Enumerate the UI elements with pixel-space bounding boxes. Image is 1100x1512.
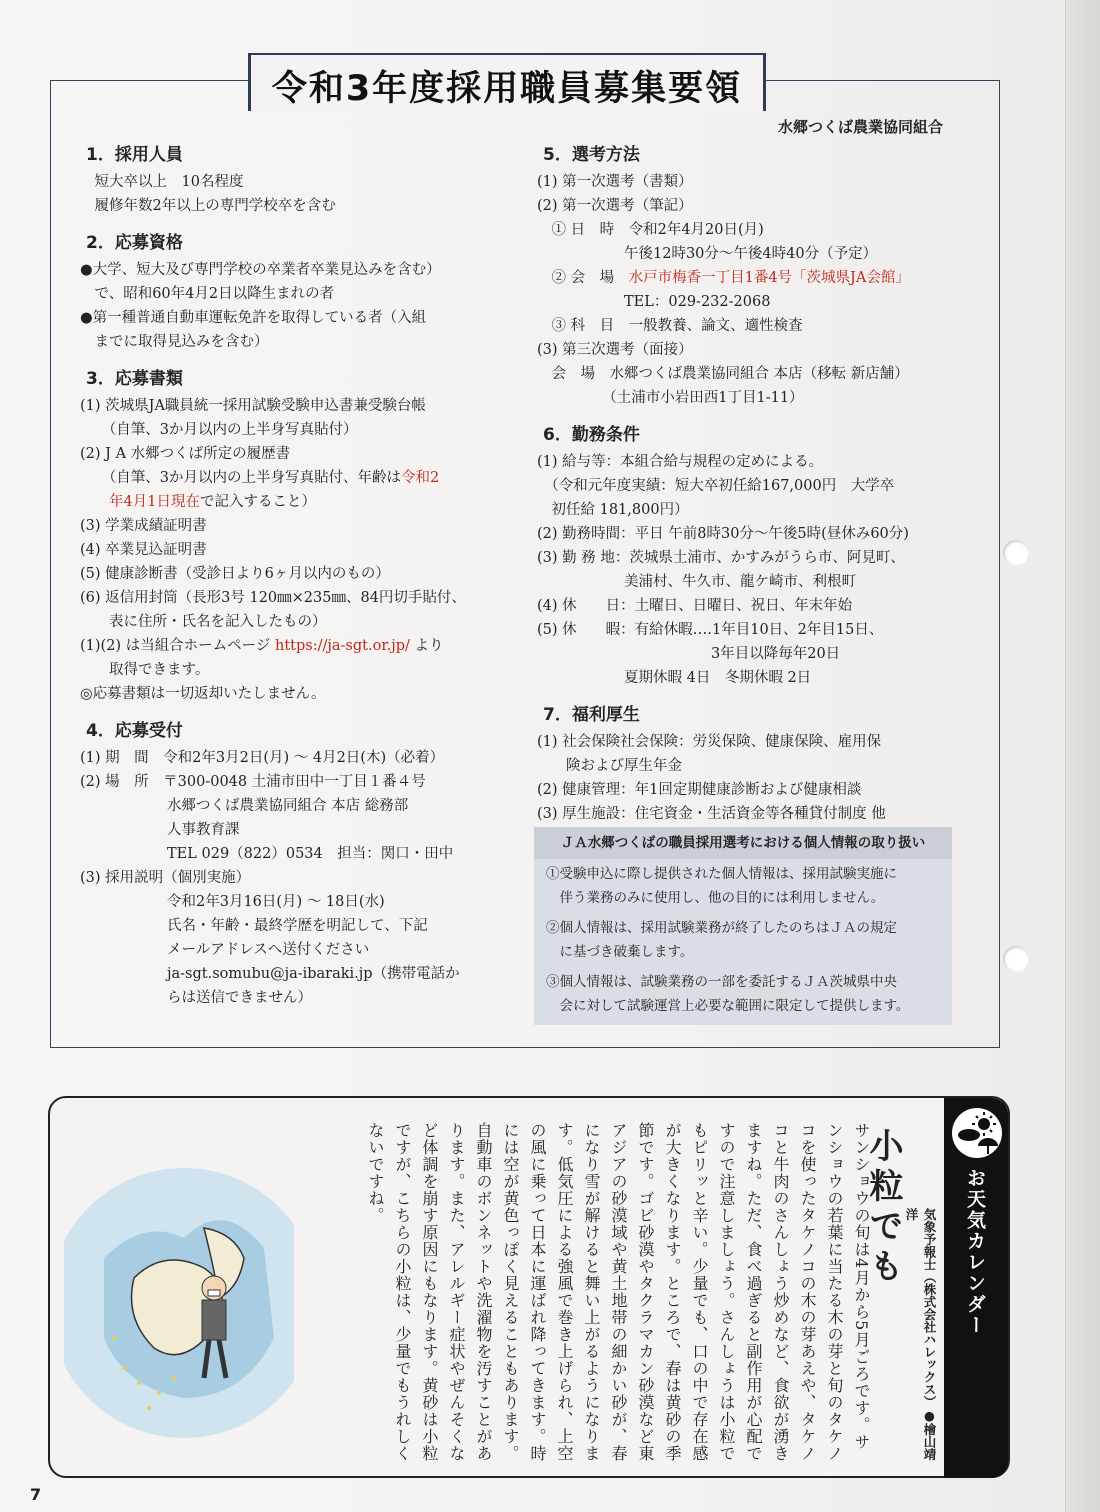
section-heading: 4．応募受付 (86, 721, 183, 741)
section-line: (3) 採用説明（個別実施） (80, 870, 251, 886)
section-line: (1) 第一次選考（書類） (537, 174, 693, 190)
weather-tab-title: お天気カレンダー (964, 1168, 986, 1336)
organization-name: 水郷つくば農業協同組合 (778, 118, 944, 136)
section-line: 表に住所・氏名を記入したもの） (80, 614, 327, 630)
section-heading: 2．応募資格 (86, 233, 183, 253)
section-line: 水郷つくば農業協同組合 本店 総務部 (80, 798, 409, 814)
section-line: メールアドレスへ送付ください (80, 942, 370, 958)
section-line: (3) 厚生施設：住宅資金・生活資金等各種貸付制度 他 (537, 806, 886, 822)
section-line: ① 日 時 令和2年4月20日(月) (537, 222, 764, 238)
section-line: 夏期休暇 4日 冬期休暇 2日 (537, 670, 812, 686)
section-line: (3) 勤 務 地：茨城県土浦市、かすみがうら市、阿見町、 (537, 550, 905, 566)
section-heading: 6．勤務条件 (543, 425, 640, 445)
section-line: (2) 健康管理：年1回定期健康診断および健康相談 (537, 782, 862, 798)
page-title: 令和3年度採用職員募集要領 (271, 69, 743, 109)
section-line: ●大学、短大及び専門学校の卒業者卒業見込みを含む） (80, 262, 441, 278)
section-line: (2) J A 水郷つくば所定の履歴書 (80, 446, 291, 462)
section (80, 140, 520, 218)
section-line: （自筆、3か月以内の上半身写真貼付、年齢は令和2 (80, 470, 440, 486)
section-line: （自筆、3か月以内の上半身写真貼付） (80, 422, 358, 438)
section (537, 140, 967, 410)
page-number: 7 (30, 1485, 42, 1504)
section-line: で、昭和60年4月2日以降生まれの者 (80, 286, 335, 302)
section-line: (2) 場 所 〒300-0048 土浦市田中一丁目１番４号 (80, 774, 426, 790)
section-line: (6) 返信用封筒（長形3号 120㎜×235㎜、84円切手貼付、 (80, 590, 466, 606)
section-line: (1) 期 間 令和2年3月2日(月) ～ 4月2日(木)（必着） (80, 750, 445, 766)
section-line: までに取得見込みを含む） (80, 334, 269, 350)
section-line: 氏名・年齢・最終学歴を明記して、下記 (80, 918, 428, 934)
section-line: ja-sgt.somubu@ja-ibaraki.jp（携帯電話か (80, 966, 460, 982)
section-line: 取得できます。 (80, 662, 210, 678)
section-heading: 5．選考方法 (543, 145, 640, 165)
punch-hole (1003, 946, 1029, 972)
section (80, 364, 520, 706)
section-line: (5) 健康診断書（受診日より6ヶ月以内のもの） (80, 566, 390, 582)
section-line: TEL 029（822）0534 担当：関口・田中 (80, 846, 454, 862)
section-line: (1)(2) は当組合ホームページ https://ja-sgt.or.jp/ より (80, 638, 444, 654)
privacy-line: 会に対して試験運営上必要な範囲に限定して提供します。 (546, 998, 910, 1014)
section-line: 午後12時30分～午後4時40分（予定） (537, 246, 878, 262)
section (80, 228, 520, 354)
section-line: 美浦村、牛久市、龍ケ崎市、利根町 (537, 574, 856, 590)
privacy-line: ③個人情報は、試験業務の一部を委託するＪＡ茨城県中央 (546, 974, 897, 990)
yellow-dust-illustration (64, 1138, 294, 1448)
section (537, 420, 967, 690)
weather-body: サンショウの旬は4月から5月ごろです。サンショウの若葉に当たる木の芽と旬のタケノコを使ったタケノコの木の芽あえや、タケノコと牛肉のさんしょう炒めなど、食欲が湧きますね。ただ、食べ過ぎると副作用が心配ですので注意しましょう。さんしょうは小粒でもピリッと辛い。少量でも、口の中で存在感が大きくなります。ところで、春は黄砂の季節です。ゴビ砂漠やタクラマカン砂漠など東アジアの砂漠域や黄土地帯の細かい砂が、春になり雪が解けると舞い上がるようになります。低気圧による強風で巻き上げられ、上空の風に乗って日本に運ばれ降ってきます。時には空が黄色っぽく見えることもあります。自動車のボンネットや洗濯物を汚すことがあります。また、アレルギー症状やぜんそくなど体調を崩す原因にもなります。黄砂は小粒ですが、こちらの小粒は、少量でもうれしくないですね。 (366, 1122, 871, 1462)
section-line: 令和2年3月16日(月) ～ 18日(水) (80, 894, 385, 910)
weather-icon (952, 1108, 1002, 1158)
privacy-line: に基づき破棄します。 (546, 944, 694, 960)
section-line: ●第一種普通自動車運転免許を取得している者（入組 (80, 310, 427, 326)
section (537, 700, 967, 826)
section-line: (5) 休 暇：有給休暇‥‥1年目10日、2年目15日、 (537, 622, 884, 638)
section-line: 履修年数2年以上の専門学校卒を含む (80, 198, 336, 214)
weather-tab (944, 1098, 1008, 1478)
section-heading: 7．福利厚生 (543, 705, 640, 725)
section-line: (3) 第三次選考（面接） (537, 342, 693, 358)
privacy-body (534, 859, 952, 1018)
section (80, 716, 520, 1010)
section-line: 会 場 水郷つくば農業協同組合 本店（移転 新店舗） (537, 366, 909, 382)
section-line: (3) 学業成績証明書 (80, 518, 207, 534)
privacy-line: ①受験申込に際し提供された個人情報は、採用試験実施に (546, 866, 897, 882)
right-column (537, 130, 967, 826)
section-line: (1) 給与等：本組合給与規程の定めによる。 (537, 454, 824, 470)
section-heading: 3．応募書類 (86, 369, 183, 389)
privacy-line: ②個人情報は、採用試験業務が終了したのちはＪＡの規定 (546, 920, 897, 936)
weather-heading: 小粒でも (863, 1128, 903, 1288)
section-line: (4) 卒業見込証明書 (80, 542, 207, 558)
title-bar (248, 53, 766, 111)
weather-author: 気象予報士（株式会社ハレックス）●檜山靖洋 (904, 1208, 937, 1461)
section-line: ③ 科 目 一般教養、論文、適性検査 (537, 318, 803, 334)
section-line: 短大卒以上 10名程度 (80, 174, 244, 190)
section-line: 年4月1日現在で記入すること） (109, 494, 316, 510)
punch-hole (1003, 540, 1029, 566)
section-line: らは送信できません） (80, 990, 312, 1006)
section-line: 初任給 181,800円） (537, 502, 689, 518)
section-line: 人事教育課 (80, 822, 240, 838)
privacy-line: 伴う業務のみに使用し、他の目的には利用しません。 (546, 890, 885, 906)
section-line: (4) 休 日：土曜日、日曜日、祝日、年末年始 (537, 598, 853, 614)
section-line: TEL：029-232-2068 (537, 294, 771, 310)
section-line: （土浦市小岩田西1丁目1-11） (537, 390, 804, 406)
section-line: (1) 社会保険社会保険：労災保険、健康保険、雇用保 (537, 734, 882, 750)
section-line: （令和元年度実績：短大卒初任給167,000円 大学卒 (537, 478, 895, 494)
privacy-heading: ＪＡ水郷つくばの職員採用選考における個人情報の取り扱い (534, 827, 952, 859)
section-line: 険および厚生年金 (537, 758, 682, 774)
section-line: (1) 茨城県JA職員統一採用試験受験申込書兼受験台帳 (80, 398, 426, 414)
section-line: ② 会 場 水戸市梅香一丁目1番4号「茨城県JA会館」 (537, 270, 910, 286)
weather-column (48, 1096, 1010, 1478)
section-line: (2) 勤務時間：平日 午前8時30分～午後5時(昼休み60分) (537, 526, 909, 542)
left-column (80, 130, 520, 1010)
page-edge (1065, 0, 1100, 1512)
section-line: 3年目以降毎年20日 (537, 646, 841, 662)
privacy-box (534, 827, 952, 1025)
section-line: (2) 第一次選考（筆記） (537, 198, 693, 214)
section-heading: 1．採用人員 (86, 145, 183, 165)
section-line: ◎応募書類は一切返却いたしません。 (80, 686, 326, 702)
